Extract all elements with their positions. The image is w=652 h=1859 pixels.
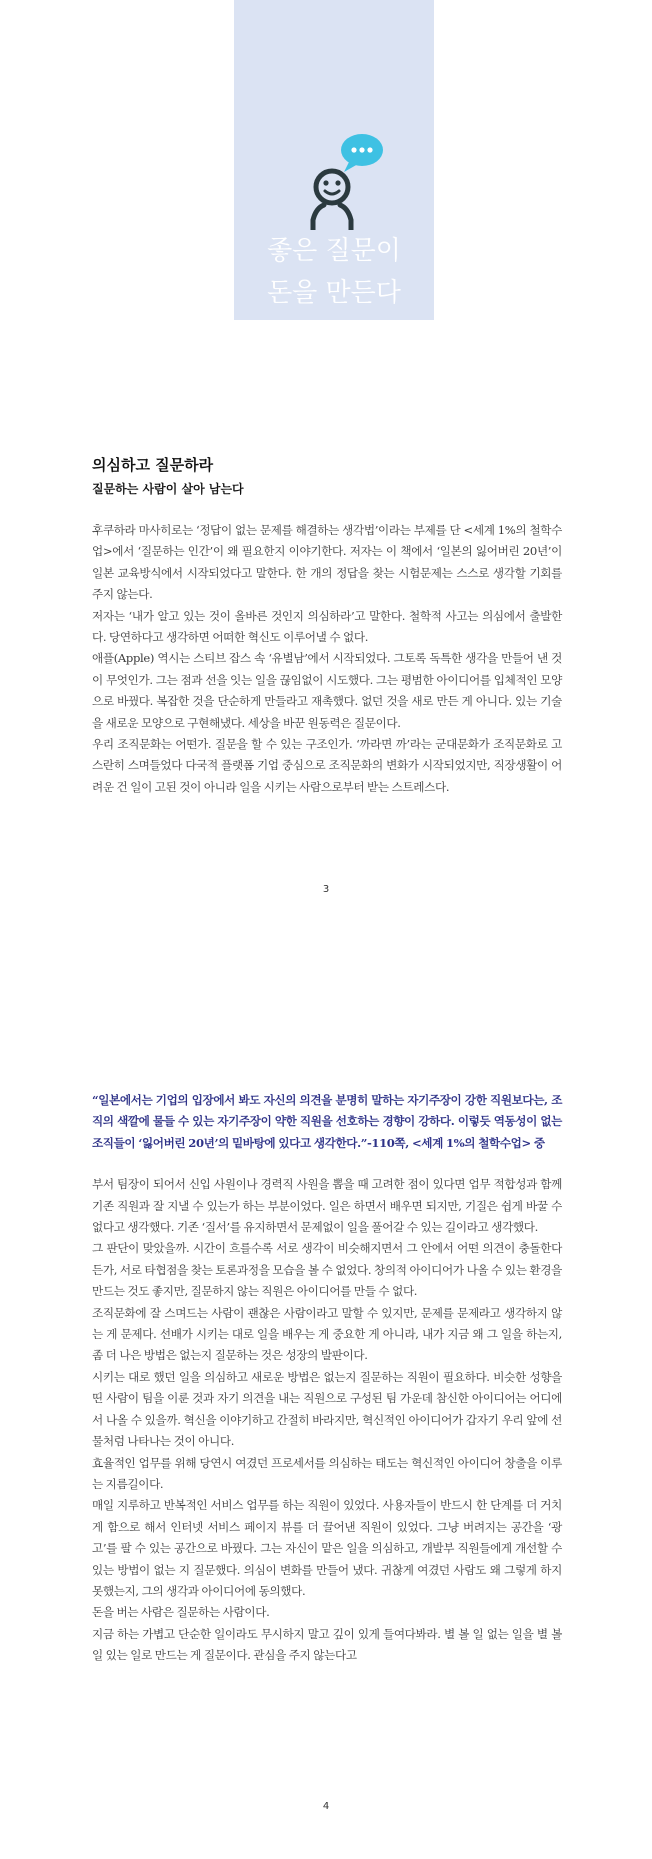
block-quote: “일본에서는 기업의 입장에서 봐도 자신의 의견을 분명히 말하는 자기주장이 강한 직원보다는, 조직의 색깔에 물들 수 있는 자기주장이 약한 직원을 선호하는 경향이 강하다. 이렇듯 역동성이 없는 조직들이 ‘잃어버린 20년’의 밑바탕에 있다고 생각한다.”-110쪽, <세계 1%의 철학수업> 중 bbox=[92, 1093, 562, 1150]
paragraph: 돈을 버는 사람은 질문하는 사람이다. bbox=[92, 1605, 270, 1620]
paragraph: 애플(Apple) 역시는 스티브 잡스 속 ‘유별남’에서 시작되었다. 그토록 독특한 생각을 만들어 낸 것이 무엇인가. 그는 점과 선을 잇는 일을 끊임없이 시도했다. 그는 평범한 아이디어를 입체적인 모양으로 바꿨다. 복잡한 것을 단순하게 만들라고 재촉했다. 없던 것을 새로 만든 게 아니다. 있는 기술을 새로운 모양으로 구현해냈다. 세상을 바꾼 원동력은 질문이다. bbox=[92, 651, 562, 730]
person-speech-bubble-icon bbox=[304, 130, 404, 230]
paragraph: 후쿠하라 마사히로는 ‘정답이 없는 문제를 해결하는 생각법’이라는 부제를 단 <세계 1%의 철학수업>에서 ‘질문하는 인간’이 왜 필요한지 이야기한다. 저자는 이 책에서 ‘일본의 잃어버린 20년’이 일본 교육방식에서 시작되었다고 말한다. 한 개의 정답을 찾는 시험문제는 스스로 생각할 기회를 주지 않는다. bbox=[92, 523, 562, 602]
section-title: 의심하고 질문하라 bbox=[92, 456, 214, 474]
page4-body bbox=[92, 1090, 562, 1667]
paragraph: 시키는 대로 했던 일을 의심하고 새로운 방법은 없는지 질문하는 직원이 필요하다. 비슷한 성향을 띤 사람이 팀을 이룬 것과 자기 의견을 내는 직원으로 구성된 팀 가운데 참신한 아이디어는 어디에서 나올 수 있을까. 혁신을 이야기하고 간절히 바라지만, 혁신적인 아이디어가 갑자기 우리 앞에 선물처럼 나타나는 것이 아니다. bbox=[92, 1369, 562, 1449]
paragraph: 지금 하는 가볍고 단순한 일이라도 무시하지 말고 깊이 있게 들여다봐라. 별 볼 일 없는 일을 별 볼 일 있는 일로 만드는 게 질문이다. 관심을 주지 않는다고 bbox=[92, 1626, 562, 1663]
paragraph: 우리 조직문화는 어떤가. 질문을 할 수 있는 구조인가. ‘까라면 까’라는 군대문화가 조직문화로 고스란히 스며들었다 다국적 플랫폼 기업 중심으로 조직문화의 변화가 시작되었지만, 직장생활이 어려운 건 일이 고된 것이 아니라 일을 시키는 사람으로부터 받는 스트레스다. bbox=[92, 737, 562, 794]
paragraph: 그 판단이 맞았을까. 시간이 흐를수록 서로 생각이 비슷해지면서 그 안에서 어떤 의견이 충돌한다든가, 서로 타협점을 찾는 토론과정을 모습을 볼 수 없었다. 창의적 아이디어가 나올 수 있는 환경을 만드는 것도 좋지만, 질문하지 않는 직원은 아이디어를 만들 수 없다. bbox=[92, 1241, 562, 1299]
paragraph: 매일 지루하고 반복적인 서비스 업무를 하는 직원이 있었다. 사용자들이 반드시 한 단계를 더 거치게 함으로 해서 인터넷 서비스 페이지 뷰를 더 끌어낸 직원이 있었다. 그냥 버려지는 공간을 ‘광고’를 팔 수 있는 공간으로 바꿨다. 그는 자신이 맡은 일을 의심하고, 개발부 직원들에게 개선할 수 있는 방법이 없는 지 질문했다. 의심이 변화를 만들어 냈다. 귀찮게 여겼던 사람도 왜 그렇게 하지 못했는지, 그의 생각과 아이디어에 동의했다. bbox=[92, 1498, 562, 1598]
page3-body bbox=[92, 520, 562, 798]
book-cover bbox=[234, 0, 434, 320]
paragraph: 효율적인 업무를 위해 당연시 여겼던 프로세서를 의심하는 태도는 혁신적인 아이디어 창출을 이루는 지름길이다. bbox=[92, 1455, 562, 1491]
paragraph: 부서 팀장이 되어서 신입 사원이나 경력직 사원을 뽑을 때 고려한 점이 있다면 업무 적합성과 함께 기존 직원과 잘 지낼 수 있는가 하는 부분이었다. 일은 하면서 배우면 되지만, 기질은 쉽게 바꿀 수 없다고 생각했다. 기존 ‘질서’를 유지하면서 문제없이 일을 풀어갈 수 있는 길이라고 생각했다. bbox=[92, 1177, 562, 1235]
cover-title-line2: 돈을 만든다 bbox=[267, 278, 401, 308]
page-number: 4 bbox=[322, 1801, 330, 1812]
cover-title-line1: 좋은 질문이 bbox=[267, 236, 401, 266]
paragraph: 저자는 ‘내가 알고 있는 것이 올바른 것인지 의심하라’고 말한다. 철학적 사고는 의심에서 출발한다. 당연하다고 생각하면 어떠한 혁신도 이루어낼 수 없다. bbox=[92, 608, 562, 645]
section-subtitle: 질문하는 사람이 살아 남는다 bbox=[92, 482, 244, 496]
paragraph: 조직문화에 잘 스며드는 사람이 괜찮은 사람이라고 말할 수 있지만, 문제를 문제라고 생각하지 않는 게 문제다. 선배가 시키는 대로 일을 배우는 게 중요한 게 아니라, 내가 지금 왜 그 일을 하는지, 좀 더 나은 방법은 없는지 질문하는 것은 성장의 발판이다. bbox=[92, 1305, 562, 1363]
page-number: 3 bbox=[322, 884, 330, 895]
